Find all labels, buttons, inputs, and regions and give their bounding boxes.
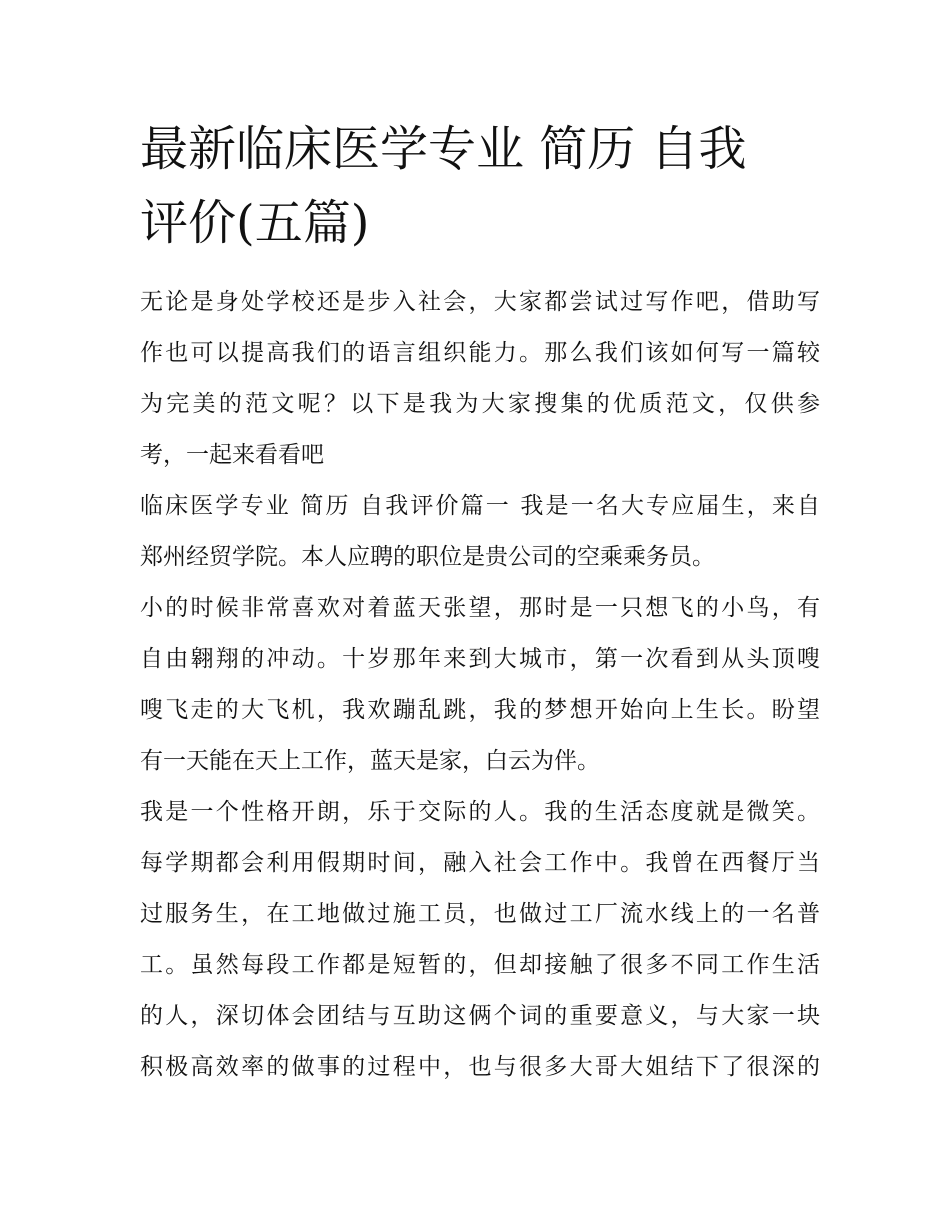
body-text-line: 作也可以提高我们的语言组织能力。那么我们该如何写一篇较	[140, 340, 820, 366]
body-text-line: 的人，深切体会团结与互助这俩个词的重要意义，与大家一块	[140, 1003, 820, 1029]
body-text-line: 考，一起来看看吧	[140, 442, 324, 468]
document-title	[140, 112, 820, 260]
body-text-line: 无论是身处学校还是步入社会，大家都尝试过写作吧，借助写	[140, 289, 820, 315]
body-text-line: 积极高效率的做事的过程中，也与很多大哥大姐结下了很深的	[140, 1054, 820, 1080]
body-text-line: 工。虽然每段工作都是短暂的，但却接触了很多不同工作生活	[140, 952, 820, 978]
body-text-line: 为完美的范文呢？以下是我为大家搜集的优质范文，仅供参	[140, 391, 820, 417]
body-text-line: 临床医学专业 简历 自我评价篇一 我是一名大专应届生，来自	[140, 493, 820, 519]
body-text-line: 自由翱翔的冲动。十岁那年来到大城市，第一次看到从头顶嗖	[140, 646, 820, 672]
body-text-line: 过服务生，在工地做过施工员，也做过工厂流水线上的一名普	[140, 901, 820, 927]
body-text-line: 小的时候非常喜欢对着蓝天张望，那时是一只想飞的小鸟，有	[140, 595, 820, 621]
body-text-line: 我是一个性格开朗，乐于交际的人。我的生活态度就是微笑。	[140, 799, 820, 825]
title-line: 评价(五篇)	[140, 195, 370, 251]
body-text-line: 嗖飞走的大飞机，我欢蹦乱跳，我的梦想开始向上生长。盼望	[140, 697, 820, 723]
body-text-line: 郑州经贸学院。本人应聘的职位是贵公司的空乘乘务员。	[140, 544, 715, 570]
document-body	[140, 277, 820, 1093]
body-text-line: 每学期都会利用假期时间，融入社会工作中。我曾在西餐厅当	[140, 850, 820, 876]
title-line: 最新临床医学专业 简历 自我	[140, 121, 747, 177]
body-text-line: 有一天能在天上工作，蓝天是家，白云为伴。	[140, 748, 600, 774]
